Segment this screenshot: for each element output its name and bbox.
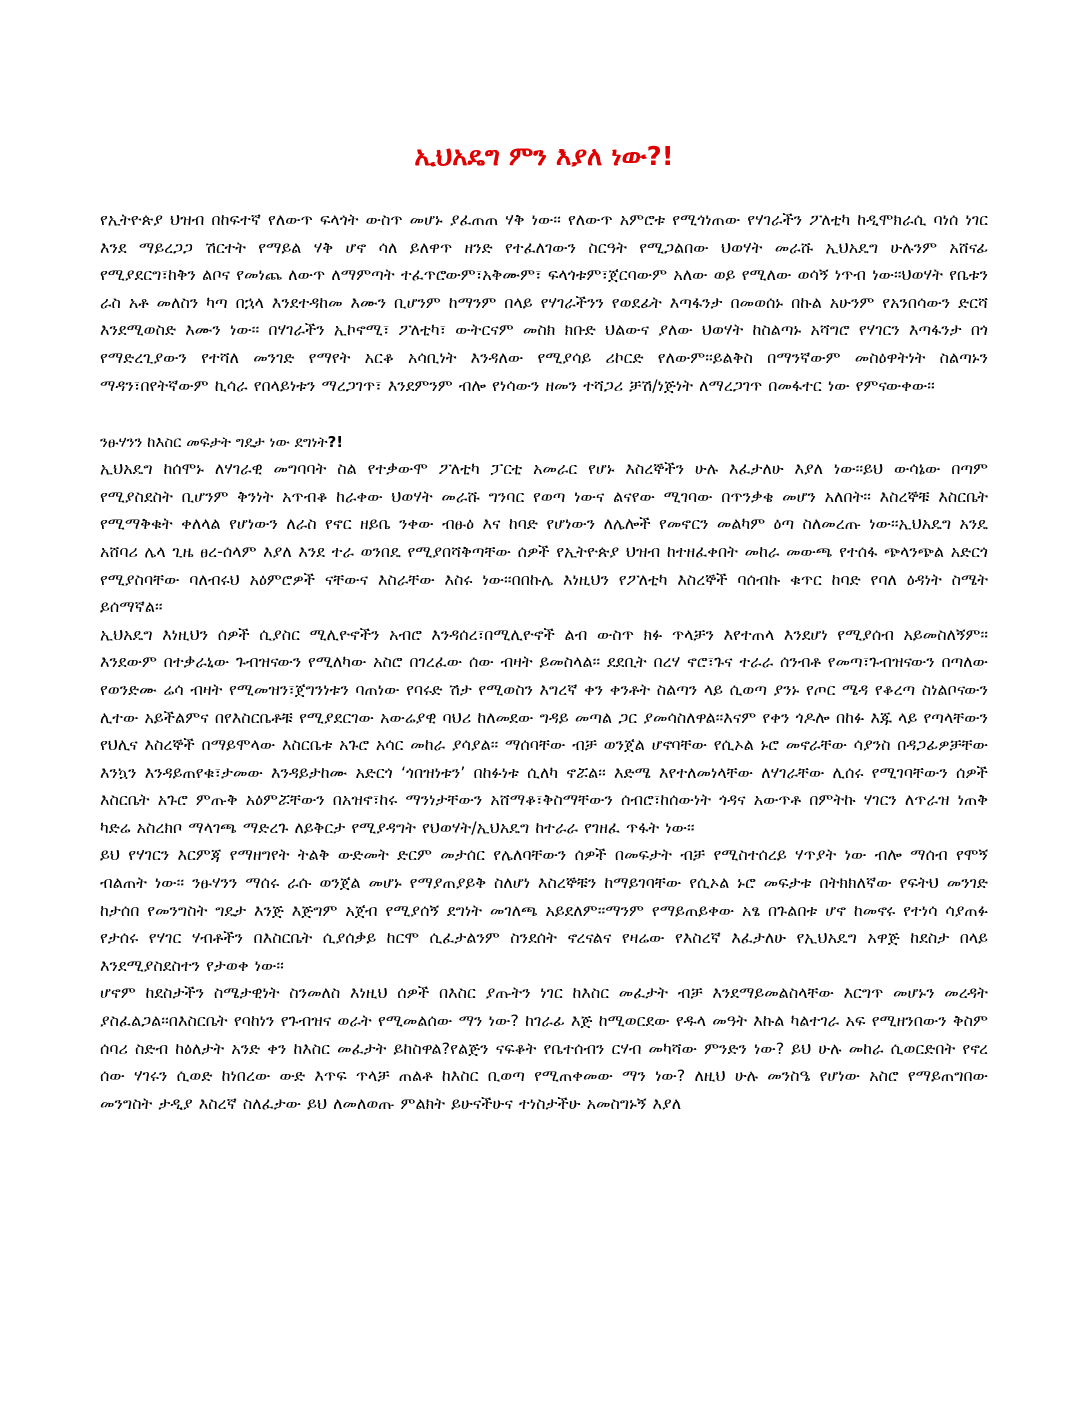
body-paragraph: ኢህአዴግ እነዚህን ሰዎች ሲያስር ሚሊዮኖችን አብሮ እንዳሰረ፣በሚሊዮኖች ልብ ውስጥ ክፉ ጥላቻን እየተጠላ እንደሆነ የሚያሰብ አይመስለኝም፡፡ እንደውም በተቃራኒው ጉብዝናውን የሚለካው አስሮ በገረፈው ሰው ብዛት ይመስላል፡፡ ደደቢት በረሃ ኖሮ፣ጉና ተራራ ሰንብቶ የመጣ፣ጉብዝናውን በጣለው የወንድሙ ሬሳ ብዛት የሚመዝን፣ጀግንነቱን ባጠነው የባሩድ ሽታ የሚወስን እግረኛ ቀን ቀንቶት ስልጣን ላይ ሲወጣ ያንኑ የጦር ሜዳ የቆረጣ ስነልቦናውን ሊተው አይችልምና በየእስርቤቶቹ የሚያደርገው አውሬያዊ ባህሪ ከለመደው ግዳይ መጣል ጋር ያመሳስለዋል፡፡እናም የቀን ጎዶሎ በከፉ እጁ ላይ የጣላቸውን የህሊና እስረኞች በማይሞላው እስርቤቱ አጉሮ አሳር መከራ ያሳያል፡፡ ማሰባቸው ብቻ ወንጀል ሆኖባቸው የሲኦል ኑሮ መኖራቸው ሳያንስ በዳጋፊዎቻቸው እንኳን እንዳይጠየቁ፣ታመው እንዳይታከሙ አድርጎ ‘ጎበዝነቱን’ በከፉነቱ ሲለካ ኖሯል፡፡ እድሜ እየተለመነላቸው ለሃገራቸው ሊሰሩ የሚገባቸውን ሰዎች እስርቤት አጉሮ ምጡቅ አዕምሯቸውን በአዝኖ፣ከሩ ማንነታቸውን አሸማቆ፣ቅስማቸውን ሰብሮ፣ከሰውነት ጎዳና አውጥቶ በምትኩ ሃገርን ለጥራዝ ነጠቅ ካድሬ አስረክቦ ማላገጫ ማድረጉ ለይቅርታ የሚያዳግት የህወሃት/ኢህአዴግ ከተራራ የገዘፈ ጥፋት ነው፡፡ bbox=[100, 624, 988, 837]
body-paragraph: ይህ የሃገርን እርምጃ የማዘግየት ትልቅ ውድመት ድርም መታሰር የሌለባቸውን ሰዎች በመፍታት ብቻ የሚስተሰረይ ሃጥያት ነው ብሎ ማሰብ የሞኝ ብልጠት ነው፡፡ ንፁሃንን ማሰሩ ራሱ ወንጀል መሆኑ የማያጠያይቅ ስለሆነ እስረኞቹን ከማይገባቸው የሲኦል ኑሮ መፍታቱ በትክክለኛው የፍትህ መንገድ ከታሰበ የመንግስት ግዴታ እንጅ እጅግም አጀብ የሚያሰኝ ደግነት መገለጫ አይደለም፡፡ማንም የማይጠይቀው አፄ በጉልበቱ ሆኖ ከመኖሩ የተነሳ ሳያጠፉ የታሰሩ የሃገር ሃብቶችን በእስርቤት ሲያሰቃይ ከርሞ ሲፈታልንም ስንደሰት ኖረናልና የዛሬው የእስረኛ እፈታለሁ የኢህአዴግ አዋጅ ከደስታ በላይ እንደሚያስደስተን የታወቀ ነው፡፡ bbox=[100, 845, 988, 975]
body-paragraph: ሆኖም ከደስታችን ስሜታዊነት ስንመለስ እነዚህ ሰዎች በእስር ያጡትን ነገር ከእስር መፈታት ብቻ እንደማይመልስላቸው እርግጥ መሆኑን መረዳት ያስፈልጋል፡፡በእስርቤት የባከነን የጉብዝና ወራት የሚመልሰው ማን ነው? ከገራፊ እጅ ከሚወርደው የዱላ መዓት እኩል ካልተገራ አፍ የሚዘንበውን ቅስም ሰባሪ ስድብ ከዕለታት አንድ ቀን ከእስር መፈታት ይከስዋል?የልጅን ናፍቆት የቤተሰብን ርሃብ መካሻው ምንድን ነው? ይህ ሁሉ መከራ ሲወርድበት የኖረ ሰው ሃገሩን ሲወድ ከነበረው ውድ እጥፍ ጥላቻ ጠልቶ ከእስር ቢወጣ የሚጠቀመው ማን ነው? ለዚህ ሁሉ መንስዔ የሆነው አስሮ የማይጠግበው መንግስት ታዲያ እስረኛ ስለፈታው ይህ ለመለወጡ ምልክት ይሁናችሁና ተነስታችሁ አመስግኑኝ እያለ bbox=[100, 983, 988, 1113]
document-page bbox=[100, 140, 988, 1117]
document-title: ኢህአዴግ ምን እያለ ነው?! bbox=[414, 142, 674, 172]
section-subheading bbox=[100, 429, 988, 455]
subheading-text: ንፁሃንን ከእስር መፍታት ግዴታ ነው ደግነት bbox=[100, 433, 328, 452]
intro-paragraph: የኢትዮጵያ ህዝብ በከፍተኛ የለውጥ ፍላጎት ውስጥ መሆኑ ያፈጠጠ ሃቅ ነው፡፡ የለውጥ አምሮቱ የሚጎነጠው የሃገራችን ፖለቲካ ከዲሞክራሲ ባነሰ ነገር እንደ ማይረጋጋ ሽርተት የማይል ሃቅ ሆኖ ሳለ ይለዋጥ ዘንድ የተፈለገውን ስርዓት የሚጋልበው ህወሃት መራሹ ኢህአዴግ ሁሉንም አሸናፊ የሚያደርግ፣ከቅን ልቦና የመነጨ ለውጥ ለማምጣት ተፈጥሮውም፣አቅሙም፣ ፍላጎቱም፣ጀርባውም አለው ወይ የሚለው ወሳኝ ነጥብ ነው፡፡ህወሃት የቤቱን ራስ አቶ መለስን ካጣ በኋላ እንደተዳከመ እሙን ቢሆንም ከማንም በላይ የሃገራችንን የወደፊት እጣፋንታ በመወሰኑ በኩል አሁንም የአንበሳውን ድርሻ እንደሚወስድ እሙን ነው፡፡ በሃገራችን ኢኮኖሚ፣ ፖለቲካ፣ ውትርናም መስክ ክቡድ ህልውና ያለው ህወሃት ከስልጣኑ አሻግሮ የሃገርን እጣፋንታ በጎ የማድረጊያውን የተሻለ መንገድ የማየት አርቆ አሳቢነት እንዳለው የሚያሳይ ሪኮርድ የለውም፡፡ይልቅስ በማንኛውም መስዕዋትነት ስልጣኑን ማዳን፣በየትኛውም ኪሳራ የበላይነቱን ማረጋገጥ፣ እንደምንም ብሎ የነሳውን ዘመን ተሻጋሪ ቻሽ/ነጅነት ለማረጋገጥ በመፋተር ነው የምናውቀው፡፡ bbox=[100, 210, 988, 395]
subheading-mark: ?! bbox=[327, 433, 344, 452]
body-paragraph: ኢህአዴግ ከሰሞኑ ለሃገራዊ መግባባት ስል የተቃውሞ ፖለቲካ ፓርቲ አመራር የሆኑ እስረኞችን ሁሉ እፈታለሁ እያለ ነው፡፡ይህ ውሳኔው በጣም የሚያስደስት ቢሆንም ቅንነት አጥብቆ ከራቀው ህወሃት መራሹ ግንባር የወጣ ነውና ልናየው ሚገባው በጥንቃቄ መሆን አለበት፡፡ እስረኞቹ እስርቤት የሚማቅቁት ቀለላል የሆነውን ለራስ የኖር ዘይቤ ንቀው ብፁዕ እና ከባድ የሆነውን ለሌሎች የመኖርን መልካም ዕጣ ስለመረጡ ነው፡፡ኢህአዴግ አንዴ አሸባሪ ሌላ ጊዜ ፀረ-ሰላም እያለ እንደ ተራ ወንበዴ የሚያበሻቅጣቸው ሰዎች የኢትዮጵያ ህዝብ ከተዘፈቀበት መከራ መውጫ የተሰፋ ጭላንጭል አድርጎ የሚያስባቸው ባለብሩህ አዕምሮዎች ናቸውና እስራቸው እስሩ ነው፡፡በበኩሌ እነዚህን የፖለቲካ እስረኞች ባሰብኩ ቁጥር ከባድ የባለ ዕዳነት ስሜት ይሰማኛል፡፡ bbox=[100, 459, 988, 617]
